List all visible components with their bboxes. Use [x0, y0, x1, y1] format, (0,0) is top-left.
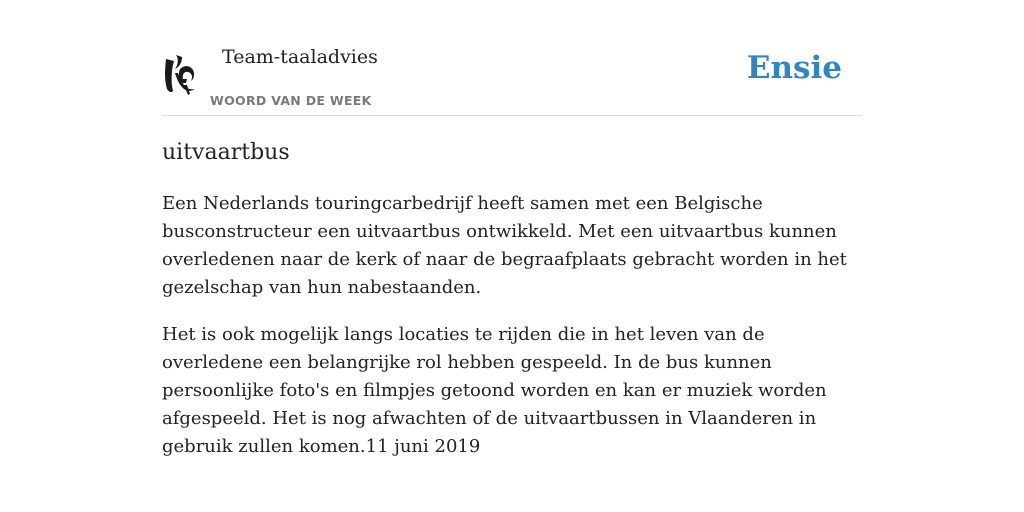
article-title: uitvaartbus [162, 140, 290, 165]
ensie-brand-link[interactable]: Ensie [746, 50, 842, 86]
author-name: Team-taaladvies [222, 46, 378, 68]
article-card [162, 40, 862, 461]
article-date: 11 juni 2019 [365, 436, 481, 457]
article-header [162, 40, 862, 116]
flemish-lion-logo-icon [162, 49, 198, 95]
section-label: WOORD VAN DE WEEK [210, 93, 372, 108]
article-paragraph-1: Een Nederlands touringcarbedrijf heeft samen met een Belgische busconstructeur een uitvaartbus ontwikkeld. Met een uitvaartbus kunnen overledenen naar de kerk of naar de begraafplaats gebracht worden in het gezelschap van hun nabestaanden. [162, 193, 847, 298]
article-paragraph-2-text: Het is ook mogelijk langs locaties te rijden die in het leven van de overledene een belangrijke rol hebben gespeeld. In de bus kunnen persoonlijke foto's en filmpjes getoond worden en kan er muziek worden afgespeeld. Het is nog afwachten of de uitvaartbussen in Vlaanderen in gebruik zullen komen. [162, 324, 827, 457]
article-paragraph-2 [162, 321, 862, 461]
